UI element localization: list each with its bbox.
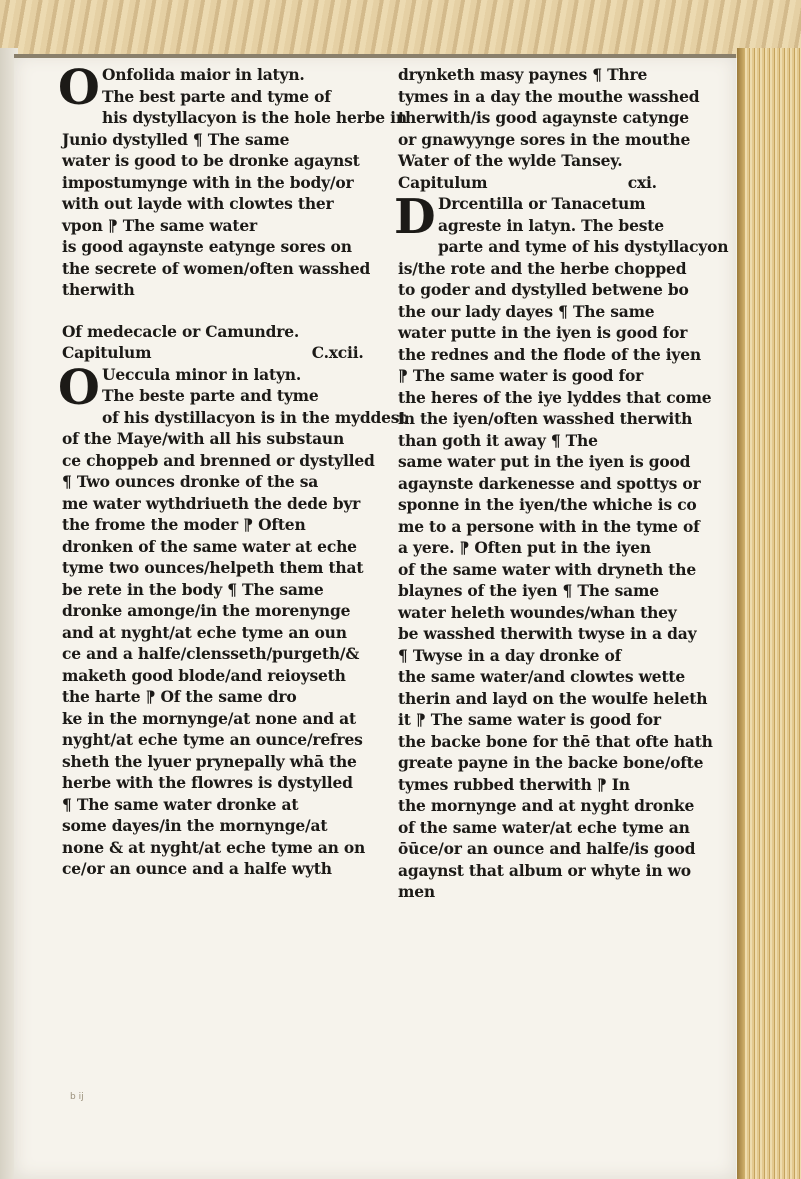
text-line: therwith/is good agaynste catynge [398,108,689,127]
text-line: nyght/at eche tyme an ounce/refres [62,730,363,749]
text-line: greate payne in the backe bone/ofte [398,753,704,772]
text-line: ce and a halfe/clensseth/purgeth/& [62,644,360,663]
text-line: blaynes of the iyen ¶ The same [398,581,659,600]
text-line: the harte ⁋ Of the same dro [62,687,297,706]
text-line: ¶ The same water dronke at [62,794,299,814]
text-line: with out layde with clowtes ther [62,194,334,213]
text-line: me to a persone with in the tyme of [398,516,700,536]
section-title: Of medecacle or Camundre. [62,321,300,341]
chapter-label: Capitulum [398,172,488,192]
text-line: of the Maye/with all his substaun [62,429,345,448]
chapter-number: cxi. [627,172,657,192]
text-line: is/the rote and the herbe chopped [398,258,687,278]
text-line: water putte in the iyen is good for [398,323,688,342]
text-line: tymes rubbed therwith ⁋ In [398,774,630,794]
text-line: therwith [62,280,135,299]
text-line: agaynste darkenesse and spottys or [398,473,701,493]
text-line: Junio dystylled ¶ The same [62,129,290,149]
text-line: Drcentilla or Tanacetum [438,194,646,213]
text-line: the backe bone for thē that ofte hath [398,731,713,751]
text-line: men [398,882,435,901]
text-line: me water wythdriueth the dede byr [62,493,361,513]
chapter-number: C.xcii. [311,343,364,362]
chapter-label: Capitulum [62,343,152,362]
text-line: the our lady dayes ¶ The same [398,301,655,321]
section-camundre [58,321,407,880]
initial-letter: O [58,60,100,116]
text-line: water heleth woundes/whan they [398,602,677,622]
text-line: dronke amonge/in the morenynge [62,601,351,620]
text-line: his dystyllacyon is the hole herbe in [102,108,407,127]
text-line: the mornynge and at nyght dronke [398,796,695,815]
page-top-edge [14,54,736,58]
text-line: ⁋ The same water is good for [398,366,644,385]
text-line: maketh good blode/and reioyseth [62,665,346,685]
text-line: be wasshed therwith twyse in a day [398,624,697,643]
text-line: and at nyght/at eche tyme an oun [62,622,347,642]
text-line: Onfolida maior in latyn. [102,65,305,84]
text-line: tymes in a day the mouthe wasshed [398,86,700,106]
text-line: ¶ Twyse in a day dronke of [398,645,622,665]
section-title: Water of the wylde Tansey. [398,151,623,170]
text-line: Ueccula minor in latyn. [102,364,302,384]
signature-mark: b ij [70,1092,84,1102]
text-line: ōūce/or an ounce and halfe/is good [398,839,696,858]
text-line: ce/or an ounce and a halfe wyth [62,859,332,878]
text-line: the frome the moder ⁋ Often [62,515,306,534]
text-line: tyme two ounces/helpeth them that [62,558,364,577]
text-line: The best parte and tyme of [102,86,331,106]
text-line: ¶ Two ounces dronke of the sa [62,472,319,491]
section-consolida [58,60,407,301]
chapter-heading [62,342,400,364]
text-line: agreste in latyn. The beste [438,215,664,235]
text-line: sponne in the iyen/the whiche is co [398,495,697,514]
text-line: of his dystillacyon is in the myddest [102,407,407,427]
text-line: the secrete of women/often wasshed [62,258,371,278]
text-line: it ⁋ The same water is good for [398,710,661,729]
text-line: herbe with the flowres is dystylled [62,773,353,792]
text-line: the rednes and the flode of the iyen [398,344,701,364]
text-line: vpon ⁋ The same water [62,215,257,235]
text-line: ce choppeb and brenned or dystylled [62,450,375,470]
text-line: parte and tyme of his dystyllacyon [438,237,729,256]
text-line: ke in the mornynge/at none and at [62,708,356,728]
text-line: none & at nyght/at eche tyme an on [62,837,366,857]
text-line: The beste parte and tyme [102,386,319,405]
text-line: drynketh masy paynes ¶ Thre [398,65,648,84]
text-line: of the same water/at eche tyme an [398,817,690,837]
text-line: the heres of the iye lyddes that come [398,387,712,407]
text-line: dronken of the same water at eche [62,536,357,556]
text-line: therin and layd on the woulfe heleth [398,688,708,708]
text-line: be rete in the body ¶ The same [62,579,324,599]
right-column [394,64,729,903]
text-line: or gnawyynge sores in the mouthe [398,129,691,149]
initial-letter: D [394,189,436,245]
initial-letter: O [58,359,100,416]
text-line: of the same water with dryneth the [398,559,697,579]
gilt-fore-edge [737,48,801,1179]
text-line: a yere. ⁋ Often put in the iyen [398,538,651,557]
text-line: water is good to be dronke agaynst [62,151,360,170]
text-line: in the iyen/often wasshed therwith [398,409,693,428]
chapter-heading [398,172,698,194]
text-line: sheth the lyuer prynepally whā the [62,751,357,771]
text-line: the same water/and clowtes wette [398,667,686,686]
text-line: agaynst that album or whyte in wo [398,860,691,880]
left-column [58,60,407,880]
gilt-top-edge [0,0,801,58]
text-line: than goth it away ¶ The [398,430,598,450]
text-line: is good agaynste eatynge sores on [62,237,352,256]
text-line: same water put in the iyen is good [398,452,691,471]
text-line: impostumynge with in the body/or [62,172,354,192]
text-line: some dayes/in the mornynge/at [62,816,328,835]
text-line: to goder and dystylled betwene bo [398,280,689,299]
